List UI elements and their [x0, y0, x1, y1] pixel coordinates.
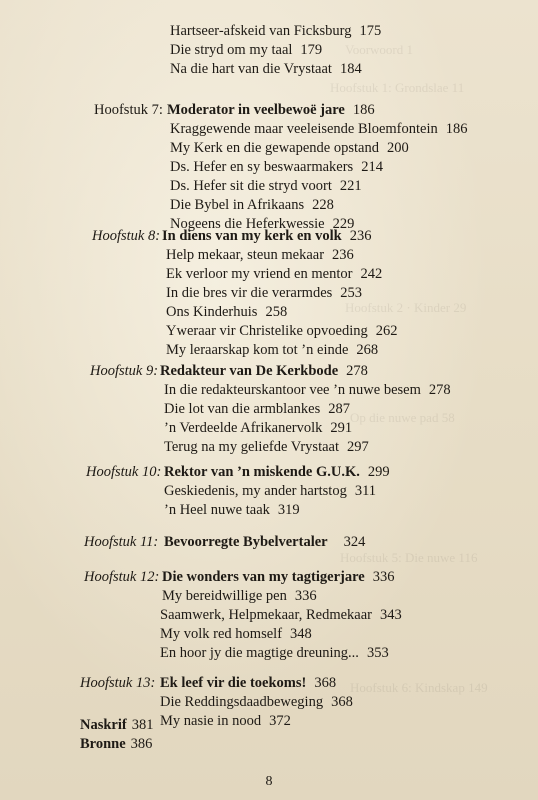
chapter-heading: Bevoorregte Bybelvertaler 324 — [164, 534, 366, 550]
toc-entry: ’n Heel nuwe taak 319 — [164, 502, 300, 518]
toc-back-matter: Naskrif 381 — [80, 717, 154, 733]
toc-entry: My nasie in nood 372 — [160, 713, 291, 729]
show-through-text: Hoofstuk 2 · Kinder 29 — [345, 300, 467, 315]
toc-entry: Die Reddingsdaadbeweging 368 — [160, 694, 353, 710]
toc-entry: Kraggewende maar veeleisende Bloemfontein 186 — [170, 121, 468, 137]
toc-entry: In die redakteurskantoor vee ’n nuwe besem 278 — [164, 382, 451, 398]
toc-entry: Ons Kinderhuis 258 — [166, 304, 288, 320]
show-through-text: Hoofstuk 1: Grondslae 11 — [330, 80, 465, 95]
toc-entry: ’n Verdeelde Afrikanervolk 291 — [164, 420, 353, 436]
toc-entry: My Kerk en die gewapende opstand 200 — [170, 140, 409, 156]
toc-entry: Na die hart van die Vrystaat 184 — [170, 61, 362, 77]
toc-entry: My leraarskap kom tot ’n einde 268 — [166, 342, 379, 358]
chapter-heading: Redakteur van De Kerkbode 278 — [160, 363, 368, 379]
toc-entry: Ds. Hefer sit die stryd voort 221 — [170, 178, 362, 194]
chapter-label: Hoofstuk 11: — [84, 534, 159, 550]
toc-entry: Saamwerk, Helpmekaar, Redmekaar 343 — [160, 607, 402, 623]
chapter-label: Hoofstuk 10: — [86, 464, 162, 480]
chapter-heading: Ek leef vir die toekoms! 368 — [160, 675, 337, 691]
toc-entry: Hartseer-afskeid van Ficksburg 175 — [170, 23, 382, 39]
toc-entry: Yweraar vir Christelike opvoeding 262 — [166, 323, 398, 339]
show-through-text: Op die nuwe pad 58 — [350, 410, 455, 425]
toc-entry: My bereidwillige pen 336 — [162, 588, 317, 604]
toc-entry: Geskiedenis, my ander hartstog 311 — [164, 483, 377, 499]
show-through-text: Hoofstuk 5: Die nuwe 116 — [340, 550, 478, 565]
chapter-label: Hoofstuk 12: — [84, 569, 160, 585]
chapter-heading: In diens van my kerk en volk 236 — [162, 228, 372, 244]
show-through-text: Hoofstuk 6: Kindskap 149 — [350, 680, 488, 695]
toc-entry: Nogeens die Heferkwessie 229 — [170, 216, 355, 232]
toc-entry: Die Bybel in Afrikaans 228 — [170, 197, 334, 213]
toc-back-matter: Bronne 386 — [80, 736, 153, 752]
chapter-heading: Rektor van ’n miskende G.U.K. 299 — [164, 464, 390, 480]
chapter-label: Hoofstuk 13: — [80, 675, 156, 691]
chapter-heading: Die wonders van my tagtigerjare 336 — [162, 569, 395, 585]
chapter-label: Hoofstuk 9: — [90, 363, 159, 379]
show-through-text: Voorwoord 1 — [345, 42, 414, 57]
toc-entry: Ek verloor my vriend en mentor 242 — [166, 266, 383, 282]
toc-entry: Ds. Hefer en sy beswaarmakers 214 — [170, 159, 383, 175]
toc-entry: Die lot van die armblankes 287 — [164, 401, 350, 417]
toc-entry: Die stryd om my taal 179 — [170, 42, 323, 58]
toc-entry: En hoor jy die magtige dreuning... 353 — [160, 645, 389, 661]
chapter-label: Hoofstuk 7: — [94, 102, 163, 118]
toc-entry: My volk red homself 348 — [160, 626, 312, 642]
toc-entry: Terug na my geliefde Vrystaat 297 — [164, 439, 369, 455]
toc-entry: Help mekaar, steun mekaar 236 — [166, 247, 354, 263]
toc-entry: In die bres vir die verarmdes 253 — [166, 285, 363, 301]
page-number: 8 — [265, 774, 273, 789]
chapter-heading: Moderator in veelbewoë jare 186 — [167, 102, 375, 118]
chapter-label: Hoofstuk 8: — [92, 228, 161, 244]
